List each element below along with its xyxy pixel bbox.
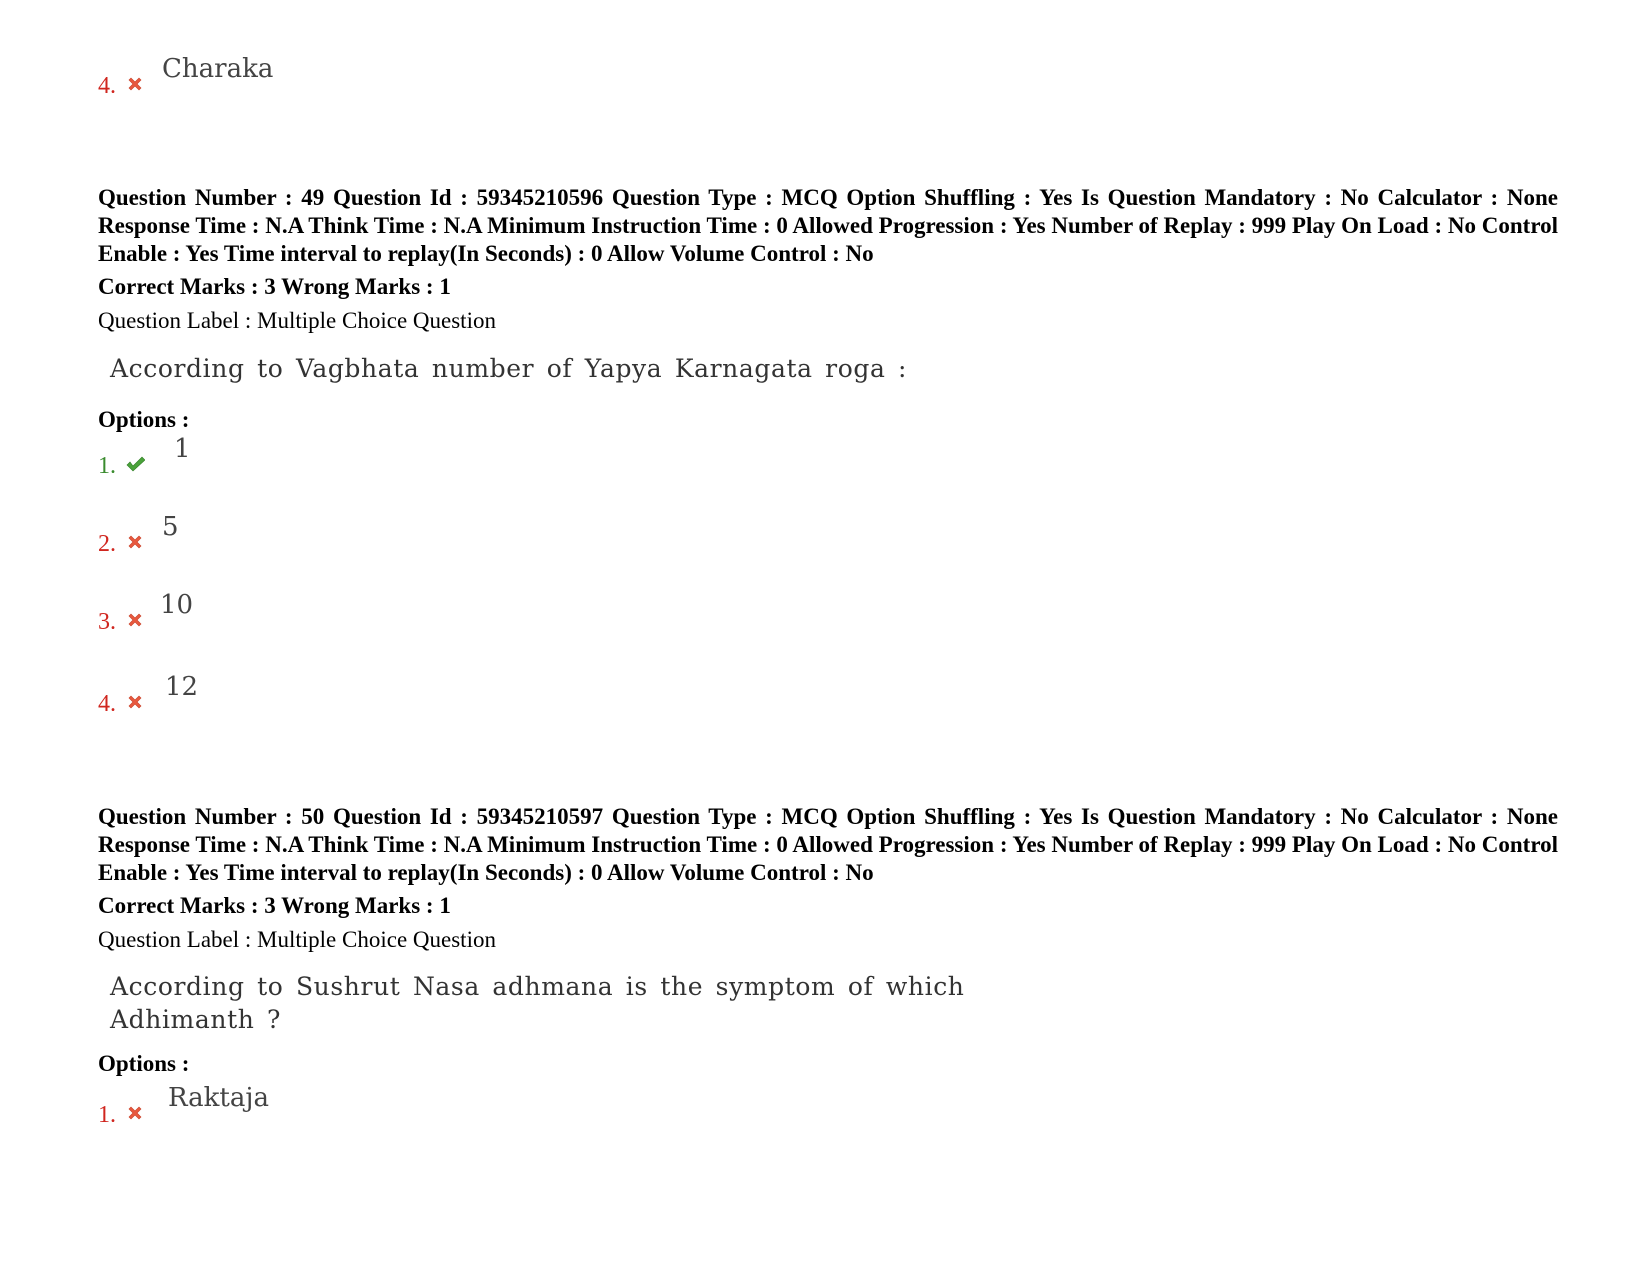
question-49-meta: Question Number : 49 Question Id : 59345210596 Question Type : MCQ Option Shuffling : Yes Is Question Mandatory : No Calculator : None Response Time : N.A Think Time : N.A Minimum Instruction Time : 0 Allowed Progression : Yes Number of Replay : 999 Play On Load : No Control Enable : Yes Time interval to replay(In Seconds) : 0 Allow Volume Control : No (98, 185, 1558, 266)
wrong-cross-icon (125, 532, 145, 552)
question-49-options-heading: Options : (98, 407, 190, 432)
question-49-option-2 (98, 512, 698, 557)
option-text: Charaka (162, 54, 274, 84)
question-50-meta: Question Number : 50 Question Id : 59345210597 Question Type : MCQ Option Shuffling : Yes Is Question Mandatory : No Calculator : None Response Time : N.A Think Time : N.A Minimum Instruction Time : 0 Allowed Progression : Yes Number of Replay : 999 Play On Load : No Control Enable : Yes Time interval to replay(In Seconds) : 0 Allow Volume Control : No (98, 804, 1558, 885)
option-number: 3. (98, 609, 116, 635)
option-text: 10 (160, 590, 194, 620)
question-49-option-4 (98, 672, 698, 717)
wrong-cross-icon (125, 692, 145, 712)
question-49-marks: Correct Marks : 3 Wrong Marks : 1 (98, 274, 451, 299)
question-50-options-heading: Options : (98, 1051, 190, 1076)
option-text: 12 (165, 672, 199, 702)
question-50-text-line-1: According to Sushrut Nasa adhmana is the symptom of which (110, 972, 965, 1001)
option-text: 1 (174, 434, 191, 464)
question-50-label: Question Label : Multiple Choice Question (98, 927, 496, 952)
question-49-label: Question Label : Multiple Choice Question (98, 308, 496, 333)
question-49-text: According to Vagbhata number of Yapya Karnagata roga : (110, 354, 908, 383)
prev-question-option-4 (98, 54, 698, 99)
option-number: 2. (98, 531, 116, 557)
question-50-text (110, 970, 1090, 1036)
option-text: Raktaja (168, 1083, 269, 1113)
wrong-cross-icon (125, 74, 145, 94)
wrong-cross-icon (125, 1103, 145, 1123)
option-text: 5 (162, 512, 179, 542)
option-number: 4. (98, 73, 116, 99)
question-50-option-1 (98, 1083, 698, 1128)
question-49-option-3 (98, 590, 698, 635)
wrong-cross-icon (125, 610, 145, 630)
question-49-option-1 (98, 434, 698, 479)
option-number: 1. (98, 453, 116, 479)
question-50-text-line-2: Adhimanth ? (110, 1005, 281, 1034)
correct-check-icon (125, 454, 145, 474)
question-50-marks: Correct Marks : 3 Wrong Marks : 1 (98, 893, 451, 918)
option-number: 4. (98, 691, 116, 717)
option-number: 1. (98, 1102, 116, 1128)
